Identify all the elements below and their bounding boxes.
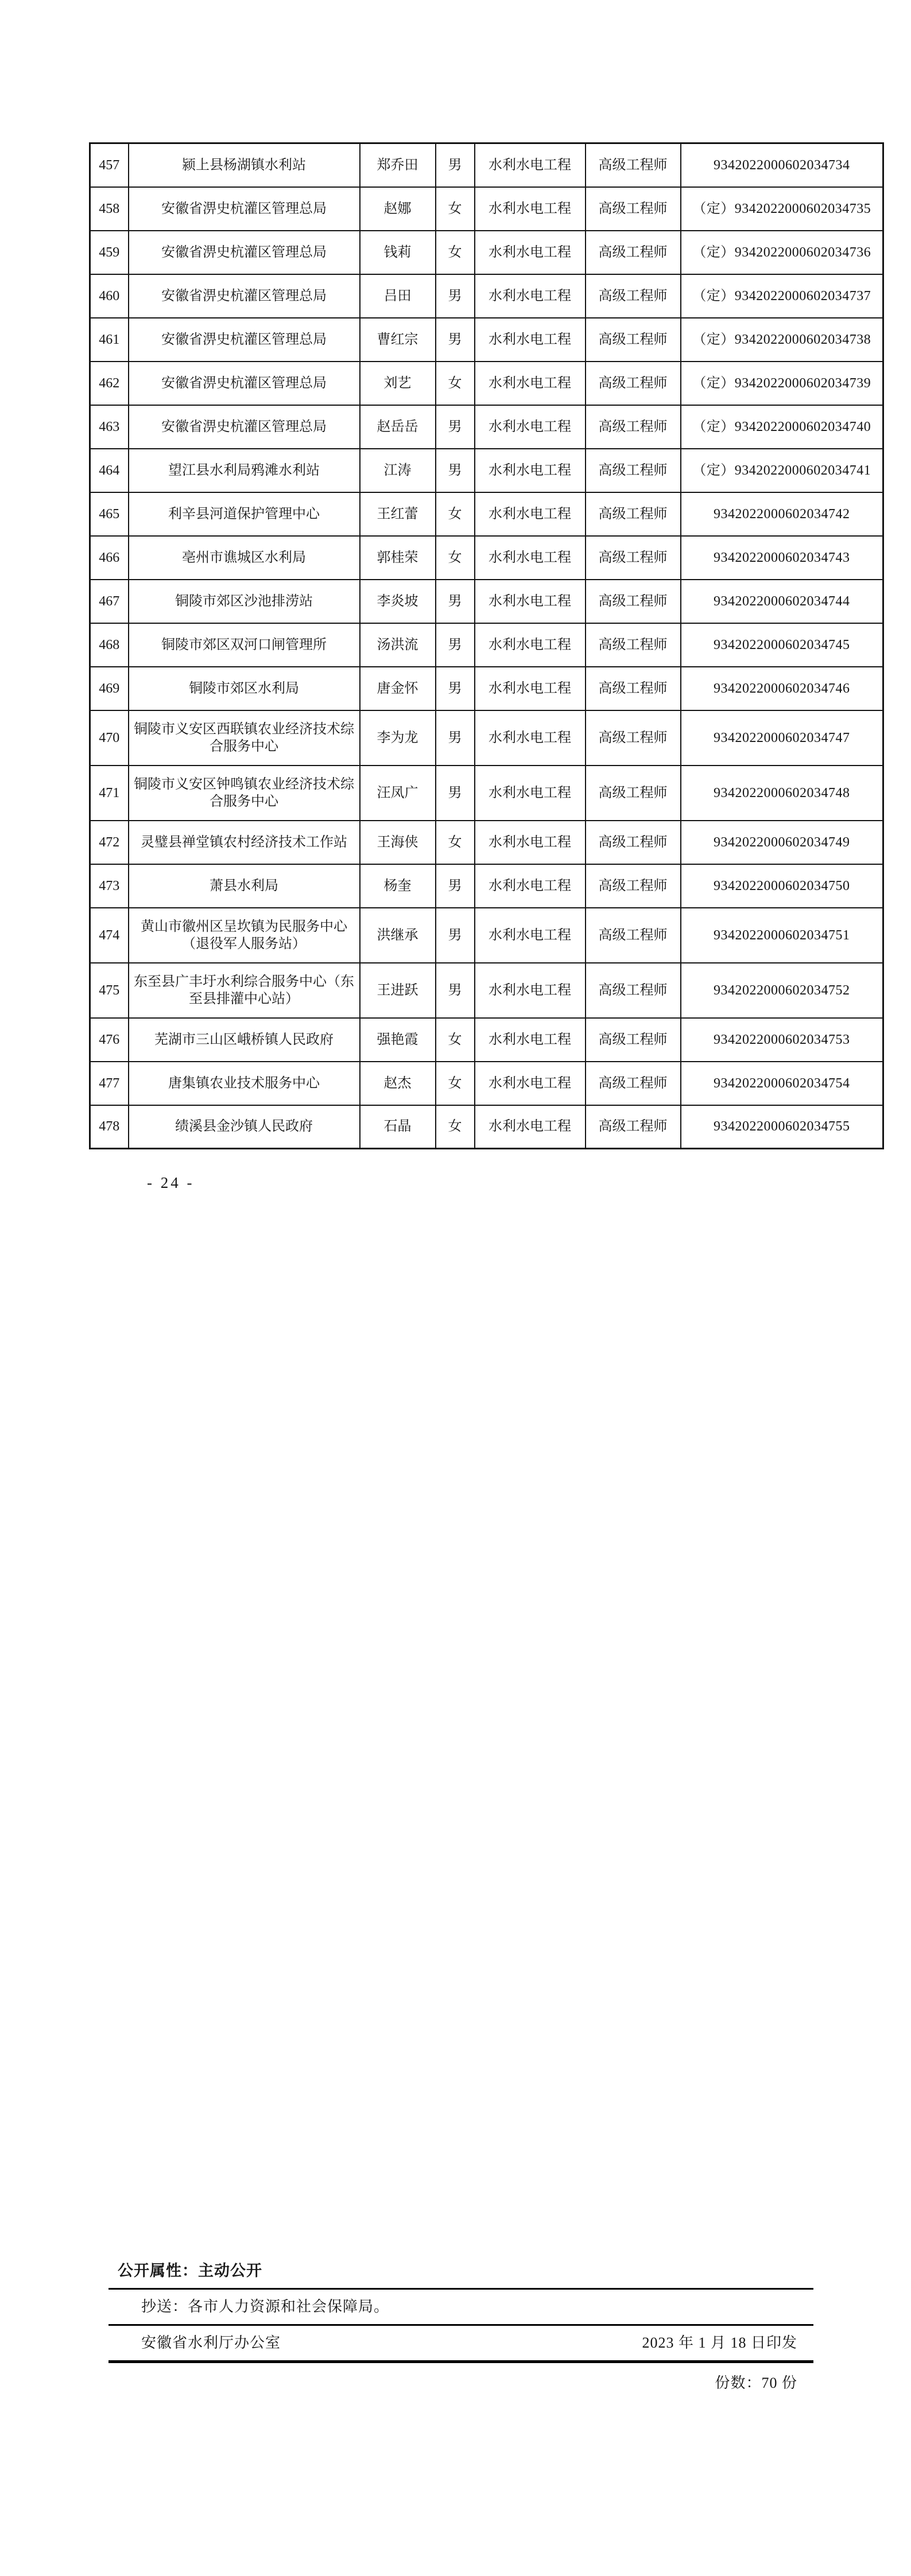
- cell-person-name: 吕田: [360, 274, 436, 318]
- copies-count: 份数：70 份: [715, 2375, 797, 2391]
- cell-person-name: 江涛: [360, 449, 436, 492]
- cell-certificate-number: 9342022000602034753: [681, 1018, 883, 1062]
- cell-gender: 女: [436, 1062, 475, 1105]
- cell-work-unit: 安徽省淠史杭灌区管理总局: [129, 318, 360, 362]
- page-number: - 24 -: [147, 1174, 195, 1191]
- cell-work-unit: 东至县广丰圩水利综合服务中心（东至县排灌中心站）: [129, 963, 360, 1018]
- cell-work-unit: 亳州市谯城区水利局: [129, 536, 360, 580]
- cell-serial-number: 468: [90, 623, 129, 667]
- cell-specialty: 水利水电工程: [475, 187, 586, 231]
- cell-work-unit: 铜陵市郊区双河口闸管理所: [129, 623, 360, 667]
- cell-certificate-number: 9342022000602034743: [681, 536, 883, 580]
- cell-specialty: 水利水电工程: [475, 908, 586, 963]
- cell-person-name: 汤洪流: [360, 623, 436, 667]
- cell-gender: 男: [436, 274, 475, 318]
- cell-work-unit: 唐集镇农业技术服务中心: [129, 1062, 360, 1105]
- table-row: [90, 318, 883, 362]
- cell-specialty: 水利水电工程: [475, 143, 586, 187]
- cell-job-title: 高级工程师: [586, 908, 681, 963]
- cell-certificate-number: 9342022000602034750: [681, 864, 883, 908]
- cell-person-name: 王进跃: [360, 963, 436, 1018]
- table-row: [90, 362, 883, 405]
- cell-specialty: 水利水电工程: [475, 766, 586, 821]
- cell-person-name: 钱莉: [360, 231, 436, 274]
- cell-job-title: 高级工程师: [586, 864, 681, 908]
- cell-serial-number: 461: [90, 318, 129, 362]
- table-row: [90, 274, 883, 318]
- cell-work-unit: 利辛县河道保护管理中心: [129, 492, 360, 536]
- cell-certificate-number: （定）9342022000602034739: [681, 362, 883, 405]
- cell-work-unit: 安徽省淠史杭灌区管理总局: [129, 405, 360, 449]
- cell-work-unit: 颍上县杨湖镇水利站: [129, 143, 360, 187]
- cell-gender: 男: [436, 908, 475, 963]
- cell-certificate-number: 9342022000602034734: [681, 143, 883, 187]
- cell-job-title: 高级工程师: [586, 449, 681, 492]
- cell-specialty: 水利水电工程: [475, 864, 586, 908]
- cell-serial-number: 473: [90, 864, 129, 908]
- cell-job-title: 高级工程师: [586, 623, 681, 667]
- cell-person-name: 王海侠: [360, 821, 436, 864]
- cell-specialty: 水利水电工程: [475, 274, 586, 318]
- table-row: [90, 766, 883, 821]
- cell-certificate-number: 9342022000602034745: [681, 623, 883, 667]
- cell-person-name: 郑乔田: [360, 143, 436, 187]
- cell-person-name: 强艳霞: [360, 1018, 436, 1062]
- publicity-attribute-line: 公开属性：主动公开: [118, 2262, 262, 2279]
- cell-work-unit: 望江县水利局鸦滩水利站: [129, 449, 360, 492]
- cell-gender: 男: [436, 963, 475, 1018]
- table-row: [90, 580, 883, 623]
- table-row: [90, 405, 883, 449]
- cell-job-title: 高级工程师: [586, 710, 681, 766]
- cell-certificate-number: 9342022000602034746: [681, 667, 883, 710]
- table-row: [90, 1018, 883, 1062]
- table-row: [90, 623, 883, 667]
- cell-work-unit: 芜湖市三山区峨桥镇人民政府: [129, 1018, 360, 1062]
- cell-specialty: 水利水电工程: [475, 536, 586, 580]
- cell-person-name: 赵杰: [360, 1062, 436, 1105]
- cell-gender: 男: [436, 405, 475, 449]
- table-row: [90, 963, 883, 1018]
- cell-work-unit: 铜陵市义安区钟鸣镇农业经济技术综合服务中心: [129, 766, 360, 821]
- cell-serial-number: 463: [90, 405, 129, 449]
- cell-person-name: 赵岳岳: [360, 405, 436, 449]
- cell-gender: 男: [436, 710, 475, 766]
- cell-person-name: 郭桂荣: [360, 536, 436, 580]
- cell-specialty: 水利水电工程: [475, 580, 586, 623]
- cell-serial-number: 469: [90, 667, 129, 710]
- issuer-row: [108, 2333, 813, 2353]
- cell-serial-number: 477: [90, 1062, 129, 1105]
- cell-work-unit: 铜陵市义安区西联镇农业经济技术综合服务中心: [129, 710, 360, 766]
- cell-certificate-number: （定）9342022000602034738: [681, 318, 883, 362]
- cell-person-name: 王红蕾: [360, 492, 436, 536]
- table-row: [90, 187, 883, 231]
- cell-person-name: 赵娜: [360, 187, 436, 231]
- cell-person-name: 汪凤广: [360, 766, 436, 821]
- cell-gender: 男: [436, 318, 475, 362]
- cell-serial-number: 478: [90, 1105, 129, 1149]
- cell-specialty: 水利水电工程: [475, 449, 586, 492]
- table-row: [90, 143, 883, 187]
- cell-gender: 女: [436, 821, 475, 864]
- table-row: [90, 1105, 883, 1149]
- cell-certificate-number: 9342022000602034749: [681, 821, 883, 864]
- cell-person-name: 洪继承: [360, 908, 436, 963]
- cell-work-unit: 安徽省淠史杭灌区管理总局: [129, 187, 360, 231]
- cell-gender: 女: [436, 492, 475, 536]
- cell-job-title: 高级工程师: [586, 1062, 681, 1105]
- cell-certificate-number: 9342022000602034744: [681, 580, 883, 623]
- cell-serial-number: 457: [90, 143, 129, 187]
- cell-gender: 女: [436, 362, 475, 405]
- cell-certificate-number: 9342022000602034754: [681, 1062, 883, 1105]
- cell-gender: 男: [436, 580, 475, 623]
- cell-person-name: 李为龙: [360, 710, 436, 766]
- cell-specialty: 水利水电工程: [475, 667, 586, 710]
- footer-divider-middle: [108, 2324, 813, 2326]
- table-row: [90, 536, 883, 580]
- cell-work-unit: 安徽省淠史杭灌区管理总局: [129, 231, 360, 274]
- cell-specialty: 水利水电工程: [475, 231, 586, 274]
- cell-job-title: 高级工程师: [586, 362, 681, 405]
- cell-job-title: 高级工程师: [586, 766, 681, 821]
- table-row: [90, 710, 883, 766]
- cell-specialty: 水利水电工程: [475, 492, 586, 536]
- cell-certificate-number: （定）9342022000602034736: [681, 231, 883, 274]
- cell-job-title: 高级工程师: [586, 1018, 681, 1062]
- cell-certificate-number: 9342022000602034751: [681, 908, 883, 963]
- cell-job-title: 高级工程师: [586, 1105, 681, 1149]
- cell-certificate-number: 9342022000602034742: [681, 492, 883, 536]
- table-row: [90, 1062, 883, 1105]
- cell-specialty: 水利水电工程: [475, 821, 586, 864]
- cell-serial-number: 475: [90, 963, 129, 1018]
- cell-serial-number: 467: [90, 580, 129, 623]
- cell-specialty: 水利水电工程: [475, 1018, 586, 1062]
- cell-certificate-number: 9342022000602034747: [681, 710, 883, 766]
- cell-serial-number: 464: [90, 449, 129, 492]
- cell-certificate-number: 9342022000602034755: [681, 1105, 883, 1149]
- cell-specialty: 水利水电工程: [475, 710, 586, 766]
- footer-divider-top: [108, 2288, 813, 2290]
- cell-work-unit: 安徽省淠史杭灌区管理总局: [129, 362, 360, 405]
- footer-divider-bottom: [108, 2360, 813, 2363]
- issuing-office: 安徽省水利厅办公室: [141, 2334, 281, 2351]
- cell-gender: 女: [436, 1105, 475, 1149]
- table-row: [90, 864, 883, 908]
- cell-work-unit: 安徽省淠史杭灌区管理总局: [129, 274, 360, 318]
- cell-person-name: 唐金怀: [360, 667, 436, 710]
- cell-person-name: 杨奎: [360, 864, 436, 908]
- cell-serial-number: 465: [90, 492, 129, 536]
- cell-job-title: 高级工程师: [586, 963, 681, 1018]
- print-date: 2023 年 1 月 18 日印发: [642, 2334, 797, 2351]
- cell-person-name: 石晶: [360, 1105, 436, 1149]
- cell-specialty: 水利水电工程: [475, 318, 586, 362]
- cell-gender: 女: [436, 187, 475, 231]
- cell-certificate-number: （定）9342022000602034740: [681, 405, 883, 449]
- cell-job-title: 高级工程师: [586, 536, 681, 580]
- cell-gender: 男: [436, 766, 475, 821]
- cell-job-title: 高级工程师: [586, 143, 681, 187]
- cell-work-unit: 灵璧县禅堂镇农村经济技术工作站: [129, 821, 360, 864]
- cell-job-title: 高级工程师: [586, 492, 681, 536]
- cell-gender: 女: [436, 536, 475, 580]
- table-row: [90, 908, 883, 963]
- cell-gender: 男: [436, 449, 475, 492]
- cell-specialty: 水利水电工程: [475, 405, 586, 449]
- cell-work-unit: 绩溪县金沙镇人民政府: [129, 1105, 360, 1149]
- cell-job-title: 高级工程师: [586, 231, 681, 274]
- cell-gender: 男: [436, 623, 475, 667]
- cell-job-title: 高级工程师: [586, 274, 681, 318]
- cell-serial-number: 462: [90, 362, 129, 405]
- cc-line: 抄送：各市人力资源和社会保障局。: [141, 2298, 390, 2315]
- cell-certificate-number: （定）9342022000602034735: [681, 187, 883, 231]
- cell-serial-number: 470: [90, 710, 129, 766]
- cell-job-title: 高级工程师: [586, 187, 681, 231]
- cell-specialty: 水利水电工程: [475, 623, 586, 667]
- cell-work-unit: 铜陵市郊区沙池排涝站: [129, 580, 360, 623]
- document-footer: [108, 2261, 813, 2393]
- cell-gender: 女: [436, 1018, 475, 1062]
- cell-certificate-number: （定）9342022000602034741: [681, 449, 883, 492]
- cell-job-title: 高级工程师: [586, 667, 681, 710]
- cell-work-unit: 铜陵市郊区水利局: [129, 667, 360, 710]
- cell-specialty: 水利水电工程: [475, 362, 586, 405]
- cell-certificate-number: 9342022000602034752: [681, 963, 883, 1018]
- cell-job-title: 高级工程师: [586, 405, 681, 449]
- cell-certificate-number: （定）9342022000602034737: [681, 274, 883, 318]
- cell-serial-number: 471: [90, 766, 129, 821]
- engineer-roster-table: [89, 142, 884, 1149]
- cell-specialty: 水利水电工程: [475, 1062, 586, 1105]
- table-row: [90, 821, 883, 864]
- cell-job-title: 高级工程师: [586, 318, 681, 362]
- table-row: [90, 492, 883, 536]
- cell-work-unit: 黄山市徽州区呈坎镇为民服务中心（退役军人服务站）: [129, 908, 360, 963]
- cell-serial-number: 476: [90, 1018, 129, 1062]
- table-row: [90, 231, 883, 274]
- cell-job-title: 高级工程师: [586, 821, 681, 864]
- cell-gender: 男: [436, 864, 475, 908]
- cell-serial-number: 466: [90, 536, 129, 580]
- table-row: [90, 667, 883, 710]
- cell-serial-number: 459: [90, 231, 129, 274]
- cell-specialty: 水利水电工程: [475, 963, 586, 1018]
- cell-gender: 男: [436, 143, 475, 187]
- cell-gender: 女: [436, 231, 475, 274]
- table-row: [90, 449, 883, 492]
- cell-gender: 男: [436, 667, 475, 710]
- cell-serial-number: 458: [90, 187, 129, 231]
- cell-person-name: 曹红宗: [360, 318, 436, 362]
- cell-person-name: 刘艺: [360, 362, 436, 405]
- cell-serial-number: 474: [90, 908, 129, 963]
- cell-work-unit: 萧县水利局: [129, 864, 360, 908]
- cell-person-name: 李炎坡: [360, 580, 436, 623]
- cell-serial-number: 460: [90, 274, 129, 318]
- cell-job-title: 高级工程师: [586, 580, 681, 623]
- cell-specialty: 水利水电工程: [475, 1105, 586, 1149]
- cell-certificate-number: 9342022000602034748: [681, 766, 883, 821]
- cell-serial-number: 472: [90, 821, 129, 864]
